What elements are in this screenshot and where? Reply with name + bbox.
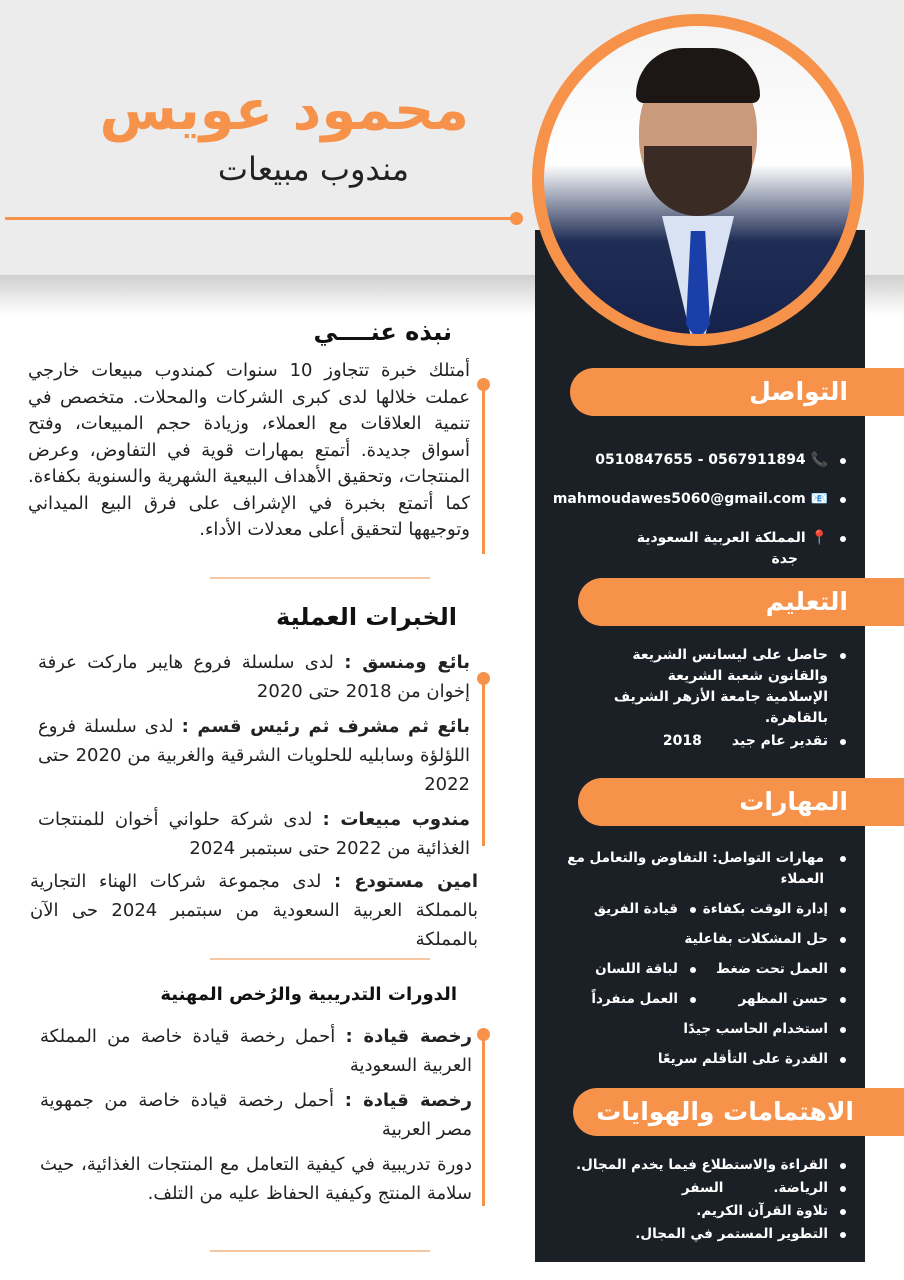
- education-list: [606, 645, 846, 761]
- location-pin-icon: 📍: [805, 530, 828, 546]
- header-divider: [5, 217, 515, 220]
- education-heading: التعليم: [578, 578, 904, 626]
- skill-item: حسن المظهر: [696, 989, 846, 1010]
- experience-list: [30, 648, 479, 954]
- header-divider-dot: [510, 212, 523, 225]
- interest-item: الرياضة.السفر: [556, 1178, 846, 1199]
- skill-item: حل المشكلات بفاعلية: [556, 929, 846, 950]
- contact-phone[interactable]: 📞 0567911894 - 0510847655: [526, 450, 846, 471]
- section-divider: [210, 1250, 430, 1252]
- contact-location: 📍 المملكة العربية السعودية جدة: [526, 528, 846, 570]
- contact-heading: التواصل: [570, 368, 904, 416]
- education-grade: تقدير عام جيد2018: [606, 731, 846, 752]
- training-item: دورة تدريبية في كيفية التعامل مع المنتجات الغذائية، حيث سلامة المنتج وكيفية الحفاظ عليه من التلف.: [40, 1154, 472, 1204]
- contact-list: [526, 450, 846, 579]
- candidate-name: محمود عويس: [99, 78, 469, 143]
- education-degree: حاصل على ليسانس الشريعة والقانون شعبة الشريعة الإسلامية جامعة الأزهر الشريف بالقاهرة.: [606, 645, 846, 729]
- timeline-line: [482, 1034, 485, 1206]
- experience-heading: الخبرات العملية: [276, 603, 457, 631]
- about-text: أمتلك خبرة تتجاوز 10 سنوات كمندوب مبيعات خارجي عملت خلالها لدى كبرى الشركات والمحلات. متخصص في تنمية العلاقات مع العملاء، وزيادة حجم المبيعات، وفتح أسواق جديدة. أتمتع بمهارات قوية في التفاوض، وعرض المنتجات، وتحقيق الأهداف البيعية الشهرية والسنوية بكفاءة. كما أتمتع بخبرة في الإشراف على فرق البيع الميداني وتوجيهها لتحقيق أعلى معدلات الأداء.: [28, 360, 470, 540]
- interest-item: القراءة والاستطلاع فيما يخدم المجال.: [556, 1155, 846, 1176]
- training-list: [40, 1022, 472, 1208]
- skill-item: لباقة اللسان: [595, 959, 696, 980]
- skill-item: مهارات التواصل: التفاوض والتعامل مع العملاء: [556, 848, 846, 890]
- interest-item: التطوير المستمر في المجال.: [556, 1224, 846, 1245]
- job-title: مندوب مبيعات: [217, 150, 409, 188]
- experience-item: بائع ثم مشرف ثم رئيس قسم : لدى سلسلة فروع اللؤلؤة وسابليه للحلويات الشرقية والغربية من 2020 حتى 2022: [38, 716, 470, 795]
- section-divider: [210, 958, 430, 960]
- contact-email[interactable]: 📧 mahmoudawes5060@gmail.com: [526, 489, 846, 510]
- skill-item: القدرة على التأقلم سريعًا: [556, 1049, 846, 1070]
- timeline-line: [482, 678, 485, 846]
- about-heading: نبذه عنــــي: [313, 318, 452, 346]
- experience-item: امين مستودع : لدى مجموعة شركات الهناء التجارية بالمملكة العربية السعودية من سبتمبر 2024 حى الآن بالمملكة: [30, 871, 479, 950]
- training-item: رخصة قيادة : أحمل رخصة قيادة خاصة من جمهوية مصر العربية: [40, 1090, 472, 1140]
- skills-heading: المهارات: [578, 778, 904, 826]
- skill-item: العمل منفرداً: [591, 989, 696, 1010]
- section-divider: [210, 577, 430, 579]
- training-heading: الدورات التدريبية والرُخص المهنية: [160, 984, 457, 1005]
- timeline-line: [482, 384, 485, 554]
- skill-item: استخدام الحاسب جيدًا: [556, 1019, 846, 1040]
- interests-heading: الاهتمامات والهوايات: [573, 1088, 904, 1136]
- training-item: رخصة قيادة : أحمل رخصة قيادة خاصة من المملكة العربية السعودية: [40, 1026, 473, 1076]
- phone-icon: 📞: [805, 452, 828, 468]
- interests-list: [556, 1155, 846, 1254]
- skill-item: العمل تحت ضغط: [696, 959, 846, 980]
- experience-item: مندوب مبيعات : لدى شركة حلواني أخوان للمنتجات الغذائية من 2022 حتى سبتمبر 2024: [38, 809, 470, 859]
- skill-item: قيادة الفريق: [594, 899, 696, 920]
- profile-photo: [532, 14, 864, 346]
- skill-item: إدارة الوقت بكفاءة: [696, 899, 846, 920]
- interest-item: تلاوة القرآن الكريم.: [556, 1201, 846, 1222]
- experience-item: بائع ومنسق : لدى سلسلة فروع هايبر ماركت عرفة إخوان من 2018 حتى 2020: [38, 652, 470, 702]
- skills-list: [556, 848, 846, 1079]
- email-icon: 📧: [805, 491, 828, 507]
